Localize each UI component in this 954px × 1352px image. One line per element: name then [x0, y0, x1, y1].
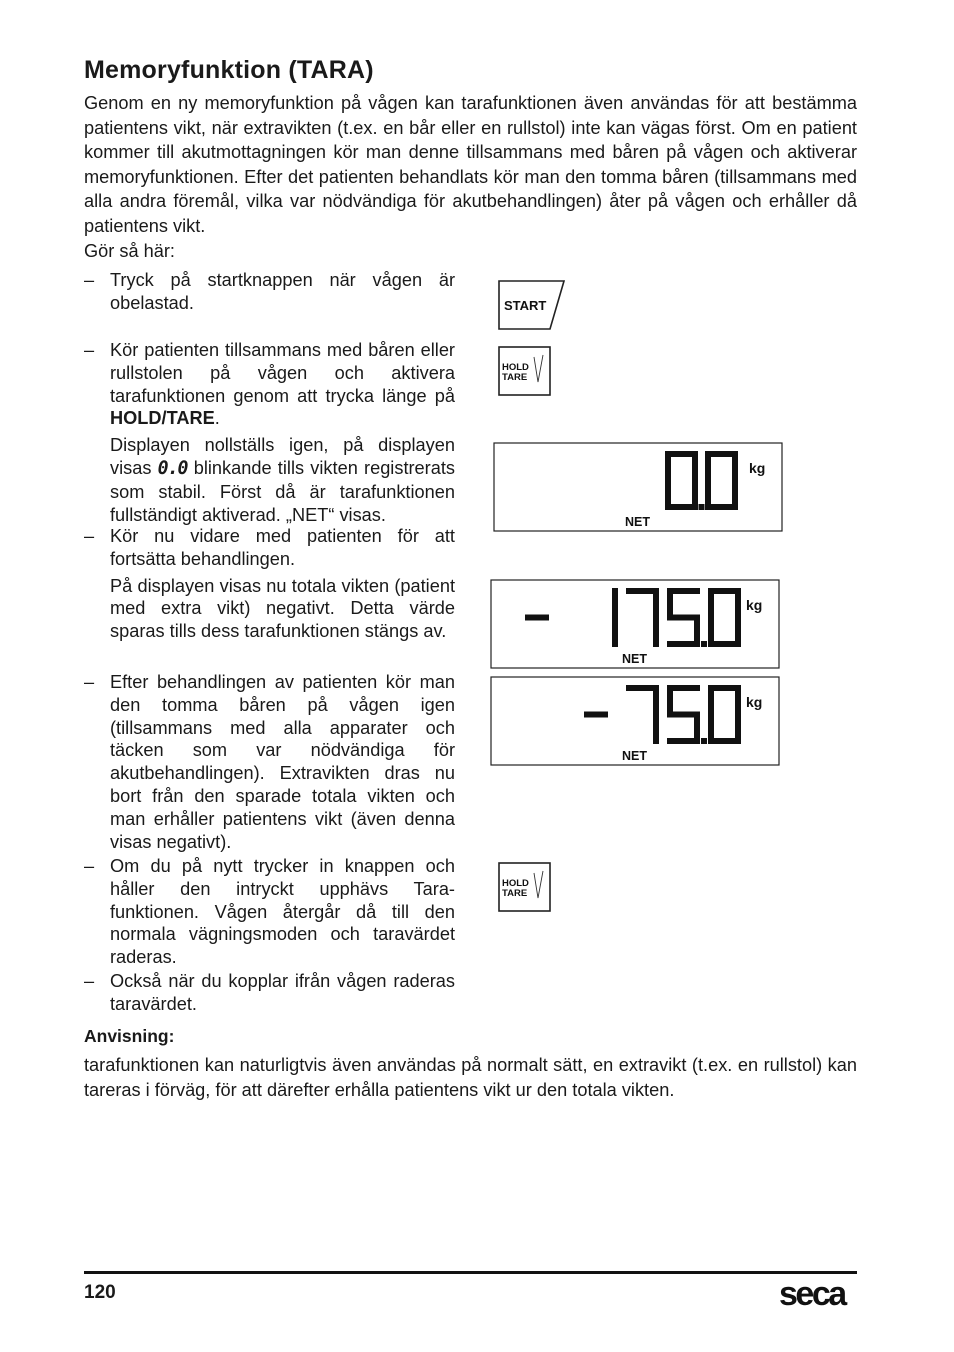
- lcd-segment: [699, 504, 705, 510]
- svg-text:START: START: [504, 298, 547, 313]
- lcd-minus-sign: [525, 615, 549, 621]
- footer-rule: [84, 1271, 857, 1274]
- lcd-minus-sign: [584, 712, 608, 718]
- note-title: Anvisning:: [84, 1026, 175, 1046]
- inline-display-digits: 0.0: [157, 457, 188, 479]
- lcd-segment: [735, 685, 741, 715]
- svg-text:HOLD: HOLD: [502, 362, 529, 373]
- svg-text:HOLD: HOLD: [502, 878, 529, 889]
- step-2: [84, 339, 455, 526]
- lcd-segment: [667, 685, 673, 715]
- lcd-digit: [612, 588, 618, 647]
- hold-tare-button: [498, 862, 554, 914]
- lcd-segment: [708, 715, 714, 745]
- start-button: [498, 280, 568, 332]
- lcd-decimal-point: [699, 504, 705, 510]
- svg-text:seca: seca: [779, 1275, 845, 1313]
- lcd-segment: [667, 641, 700, 647]
- lcd-segment: [705, 481, 711, 511]
- unit-label: kg: [746, 597, 763, 613]
- lcd-segment: [665, 481, 671, 511]
- lcd-segment: [612, 618, 618, 648]
- step-2-detail: Displayen nollställs igen, på displayen visas 0.0 blinkande tills vikten registrerats som stabil. Först då är tarafunktionen fullständigt aktiverad. „NET“ visas.: [110, 435, 455, 525]
- hold-tare-button: [498, 346, 554, 398]
- lcd-segment: [653, 618, 659, 648]
- svg-text:TARE: TARE: [502, 372, 528, 383]
- step-3: [84, 525, 455, 643]
- net-indicator: NET: [622, 652, 647, 666]
- step-3-detail: På displayen visas nu totala vikten (patient med extra vikt) negativt. Detta värde sparas tills dess tarafunktionen stängs av.: [110, 575, 455, 642]
- step-4-text: Efter behandlingen av patienten kör man den tomma båren på vågen igen (tillsammans med alla apparater och täcken som var nödvändiga för akutbehandlingen). Extravikten dras nu bort från den sparade totala vikten och man erhåller patientens vikt (även denna visas negativt).: [110, 672, 455, 852]
- dash: –: [84, 856, 95, 876]
- lcd-segment: [692, 451, 698, 481]
- step-6-text: Också när du kopplar ifrån vågen raderas taravärdet.: [110, 971, 455, 1014]
- net-indicator: NET: [625, 515, 650, 529]
- lcd-segment: [653, 588, 659, 618]
- hold-tare-keyword: HOLD/TARE: [110, 408, 215, 429]
- lcd-segment: [667, 615, 700, 621]
- dash: –: [84, 270, 95, 290]
- step-1-text: Tryck på startknappen när vågen är obelastad.: [110, 270, 455, 313]
- seca-logo: [777, 1274, 859, 1314]
- dash: –: [84, 672, 95, 692]
- lcd-segment: [701, 738, 707, 744]
- lcd-display-total-weight: [490, 579, 781, 670]
- lcd-segment: [732, 451, 738, 481]
- lcd-segment: [667, 738, 700, 744]
- step-5: [84, 855, 455, 969]
- step-5-text: Om du på nytt trycker in knappen och håller den intryckt upphävs Tara-funktionen. Vågen återgår då till den normala vägningsmoden och taravärdet raderas.: [110, 856, 455, 968]
- lcd-segment: [667, 588, 673, 618]
- lcd-segment: [701, 641, 707, 647]
- lcd-display-tare-zero: [493, 442, 784, 533]
- unit-label: kg: [746, 694, 763, 710]
- step-6: [84, 970, 455, 1016]
- dash: –: [84, 340, 95, 360]
- page-number: 120: [84, 1282, 116, 1303]
- lcd-segment: [708, 588, 714, 618]
- step-2-text: Kör patienten tillsammans med båren eller rullstolen på vågen och aktivera tarafunktionen genom att trycka länge på HOLD/TARE.: [110, 340, 455, 429]
- lcd-segment: [705, 451, 711, 481]
- intro-paragraph: Genom en ny memoryfunktion på vågen kan tarafunktionen även användas för att bestämma patientens vikt, när extravikten (t.ex. en bår eller en rullstol) inte kan vägas först. Om en patient kommer till akutmottagningen kör man denne tillsammans med båren på vågen och aktiverar memoryfunktionen. Efter det patienten behandlats kör man den tomma båren (tillsammans med alla andra föremål, vilka var nödvändiga för akutbehandlingen) åter på vågen och erhåller då patientens vikt.: [84, 93, 857, 236]
- lcd-decimal-point: [701, 641, 707, 647]
- dash: –: [84, 971, 95, 991]
- lcd-segment: [708, 685, 714, 715]
- lcd-segment: [735, 588, 741, 618]
- lcd-segment: [584, 712, 608, 718]
- step-1: [84, 269, 455, 315]
- page-title: Memoryfunktion (TARA): [84, 56, 374, 84]
- lcd-segment: [612, 588, 618, 618]
- step-3-text: Kör nu vidare med patienten för att fortsätta behandlingen.: [110, 526, 455, 569]
- lcd-segment: [653, 685, 659, 715]
- lcd-segment: [653, 715, 659, 745]
- svg-text:TARE: TARE: [502, 888, 528, 899]
- lcd-segment: [665, 451, 671, 481]
- dash: –: [84, 526, 95, 546]
- lcd-decimal-point: [701, 738, 707, 744]
- steps-label: Gör så här:: [84, 241, 175, 261]
- net-indicator: NET: [622, 749, 647, 763]
- lcd-segment: [708, 618, 714, 648]
- step-4: [84, 671, 455, 853]
- unit-label: kg: [749, 460, 766, 476]
- lcd-display-patient-weight: [490, 676, 781, 767]
- lcd-segment: [525, 615, 549, 621]
- lcd-segment: [667, 712, 700, 718]
- note-text: tarafunktionen kan naturligtvis även användas på normalt sätt, en extravikt (t.ex. en rullstol) kan tareras i förväg, för att därefter erhålla patientens vikt ur den totala vikten.: [84, 1055, 857, 1100]
